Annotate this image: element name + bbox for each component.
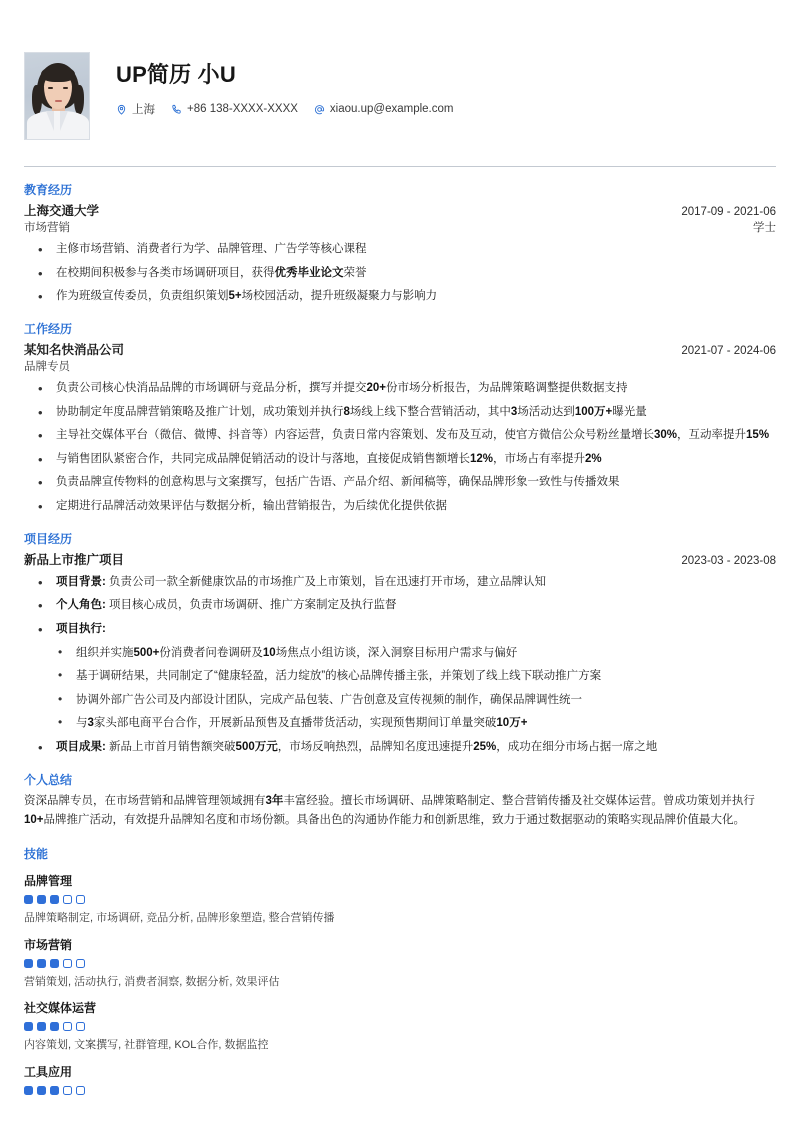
- section-title-education: 教育经历: [24, 183, 73, 197]
- avatar-mouth: [55, 100, 62, 102]
- avatar-bangs: [41, 66, 75, 82]
- education-major: 市场营销: [24, 222, 70, 234]
- skill-dot-empty: [63, 1022, 72, 1031]
- project-role-label: 个人角色:: [56, 599, 106, 612]
- skill-dot-filled: [24, 959, 33, 968]
- project-background-label: 项目背景:: [56, 575, 106, 588]
- project-role-text: 项目核心成员，负责市场调研、推广方案制定及执行监督: [109, 599, 397, 612]
- project-background-text: 负责公司一款全新健康饮品的市场推广及上市策划，旨在迅速打开市场，建立品牌认知: [109, 575, 547, 588]
- education-entry: [24, 201, 776, 306]
- contact-list: [116, 101, 469, 117]
- skill-level-dots: [24, 959, 776, 968]
- skill-dot-filled: [50, 895, 59, 904]
- skill-dot-empty: [76, 1086, 85, 1095]
- list-item: [56, 667, 776, 686]
- list-item: [24, 596, 776, 615]
- skill-dot-empty: [76, 1022, 85, 1031]
- skill-name: 品牌管理: [24, 874, 73, 889]
- list-item: • 主导社交媒体平台（微信、微博、抖音等）内容运营，负责日常内容策划、发布及互动，使官方微信公众号粉丝量增长30%，互动率提升15%: [24, 426, 776, 445]
- education-school: 上海交通大学: [24, 204, 100, 218]
- education-bullet-text: 主修市场营销、消费者行为学、品牌管理、广告学等核心课程: [56, 243, 367, 255]
- skill-dot-filled: [50, 1086, 59, 1095]
- list-item: • 项目成果: 新品上市首月销售额突破500万元，市场反响热烈，品牌知名度迅速提升25%，成功在细分市场占据一席之地: [24, 738, 776, 757]
- work-company: 某知名快消品公司: [24, 342, 125, 357]
- section-title-summary: 个人总结: [24, 772, 73, 787]
- skill-dot-empty: [63, 895, 72, 904]
- project-exec-text: 基于调研结果，共同制定了“健康轻盈，活力绽放”的核心品牌传播主张，并策划了线上线下联动推广方案: [76, 670, 602, 683]
- skill-level-dots: [24, 1022, 776, 1031]
- list-item: • 组织并实施500+份消费者问卷调研及10场焦点小组访谈，深入洞察目标用户需求与偏好: [56, 644, 776, 663]
- contact-phone: [171, 103, 298, 115]
- work-entry: [24, 340, 776, 516]
- contact-location-text: 上海: [132, 104, 155, 117]
- avatar-eye-right: [63, 87, 68, 89]
- work-role: 品牌专员: [24, 360, 70, 373]
- phone-icon: [171, 104, 182, 115]
- skill-name: 工具应用: [24, 1064, 73, 1079]
- project-exec-text: 协调外部广告公司及内部设计团队，完成产品包装、广告创意及宣传视频的制作，确保品牌调性统一: [76, 693, 582, 706]
- skill-name: 社交媒体运营: [24, 1001, 97, 1016]
- avatar-eye-left: [48, 87, 53, 89]
- list-item: • 与3家头部电商平台合作，开展新品预售及直播带货活动，实现预售期间订单量突破10万+: [56, 714, 776, 733]
- skill-level-dots: [24, 895, 776, 904]
- identity-block: [90, 52, 469, 117]
- section-education: [24, 181, 776, 306]
- education-degree: 学士: [753, 222, 776, 234]
- skill-dot-filled: [24, 1086, 33, 1095]
- skill-dot-filled: [37, 1086, 46, 1095]
- skill-dot-filled: [24, 1022, 33, 1031]
- list-item: • 协助制定年度品牌营销策略及推广计划，成功策划并执行8场线上线下整合营销活动，其中3场活动达到100万+曝光量: [24, 403, 776, 422]
- list-item: [24, 473, 776, 492]
- skill-item: [24, 999, 776, 1054]
- list-item: [24, 240, 776, 259]
- list-item: • 作为班级宣传委员，负责组织策划5+场校园活动，提升班级凝聚力与影响力: [24, 287, 776, 306]
- list-item: [24, 620, 776, 733]
- section-project: [24, 530, 776, 757]
- skill-dot-filled: [50, 1022, 59, 1031]
- contact-location: [116, 101, 155, 117]
- project-name: 新品上市推广项目: [24, 552, 125, 567]
- section-skills: [24, 845, 776, 1095]
- list-item: [24, 497, 776, 516]
- skill-keywords: 品牌策略制定, 市场调研, 竞品分析, 品牌形象塑造, 整合营销传播: [24, 912, 335, 925]
- avatar-collar-left: [46, 111, 54, 131]
- list-item: [56, 691, 776, 710]
- skill-dot-empty: [76, 959, 85, 968]
- education-date: 2017-09 - 2021-06: [681, 206, 776, 218]
- project-date: 2023-03 - 2023-08: [681, 554, 776, 567]
- portrait-photo: [24, 52, 90, 140]
- work-bullet-text: 负责品牌宣传物料的创意构思与文案撰写，包括广告语、产品介绍、新闻稿等，确保品牌形象一致性与传播效果: [56, 476, 620, 489]
- section-title-skills: 技能: [24, 847, 49, 862]
- list-item: [24, 573, 776, 592]
- skill-keywords: 营销策划, 活动执行, 消费者洞察, 数据分析, 效果评估: [24, 975, 280, 988]
- section-summary: [24, 771, 776, 832]
- list-item: • 与销售团队紧密合作，共同完成品牌促销活动的设计与落地，直接促成销售额增长12%，市场占有率提升2%: [24, 450, 776, 469]
- contact-email-text: xiaou.up@example.com: [329, 103, 454, 116]
- skill-dot-empty: [63, 1086, 72, 1095]
- at-email-icon: [314, 104, 325, 115]
- skill-item: [24, 1063, 776, 1095]
- project-exec-label: 项目执行:: [56, 622, 106, 635]
- skill-dot-empty: [63, 959, 72, 968]
- project-entry: [24, 550, 776, 757]
- skill-item: [24, 872, 776, 927]
- location-pin-icon: [116, 104, 127, 115]
- project-bullets: [24, 573, 776, 757]
- skill-item: [24, 936, 776, 991]
- project-result-label: 项目成果:: [56, 741, 106, 753]
- work-date: 2021-07 - 2024-06: [681, 344, 776, 357]
- summary-text: 资深品牌专员，在市场营销和品牌管理领域拥有3年丰富经验。擅长市场调研、品牌策略制定、整合营销传播及社交媒体运营。曾成功策划并执行10+品牌推广活动，有效提升品牌知名度和市场份额。具备出色的沟通协作能力和创新思维，致力于通过数据驱动的策略实现品牌价值最大化。: [24, 794, 755, 827]
- skill-dot-filled: [37, 959, 46, 968]
- header-divider: [24, 166, 776, 167]
- skill-dot-filled: [37, 895, 46, 904]
- avatar-shirt: [27, 111, 89, 139]
- skill-dot-empty: [76, 895, 85, 904]
- section-work: [24, 320, 776, 516]
- skill-dot-filled: [24, 895, 33, 904]
- list-item: • 负责公司核心快消品品牌的市场调研与竞品分析，撰写并提交20+份市场分析报告，为品牌策略调整提供数据支持: [24, 379, 776, 398]
- contact-phone-text: +86 138-XXXX-XXXX: [187, 103, 298, 116]
- section-title-project: 项目经历: [24, 531, 73, 546]
- skill-keywords: 内容策划, 文案撰写, 社群管理, KOL合作, 数据监控: [24, 1039, 269, 1052]
- skill-dot-filled: [50, 959, 59, 968]
- list-item: • 在校期间积极参与各类市场调研项目，获得优秀毕业论文荣誉: [24, 264, 776, 283]
- resume-header: [24, 0, 776, 140]
- section-title-work: 工作经历: [24, 321, 73, 336]
- avatar-collar-right: [60, 111, 68, 131]
- skill-name: 市场营销: [24, 937, 73, 952]
- candidate-name: UP简历 小U: [116, 62, 236, 87]
- work-bullet-text: 定期进行品牌活动效果评估与数据分析，输出营销报告，为后续优化提供依据: [56, 500, 447, 512]
- contact-email: [314, 103, 454, 115]
- skill-dot-filled: [37, 1022, 46, 1031]
- work-bullets: [24, 379, 776, 516]
- project-exec-list: [56, 644, 776, 734]
- skill-level-dots: [24, 1086, 776, 1095]
- education-bullets: [24, 240, 776, 306]
